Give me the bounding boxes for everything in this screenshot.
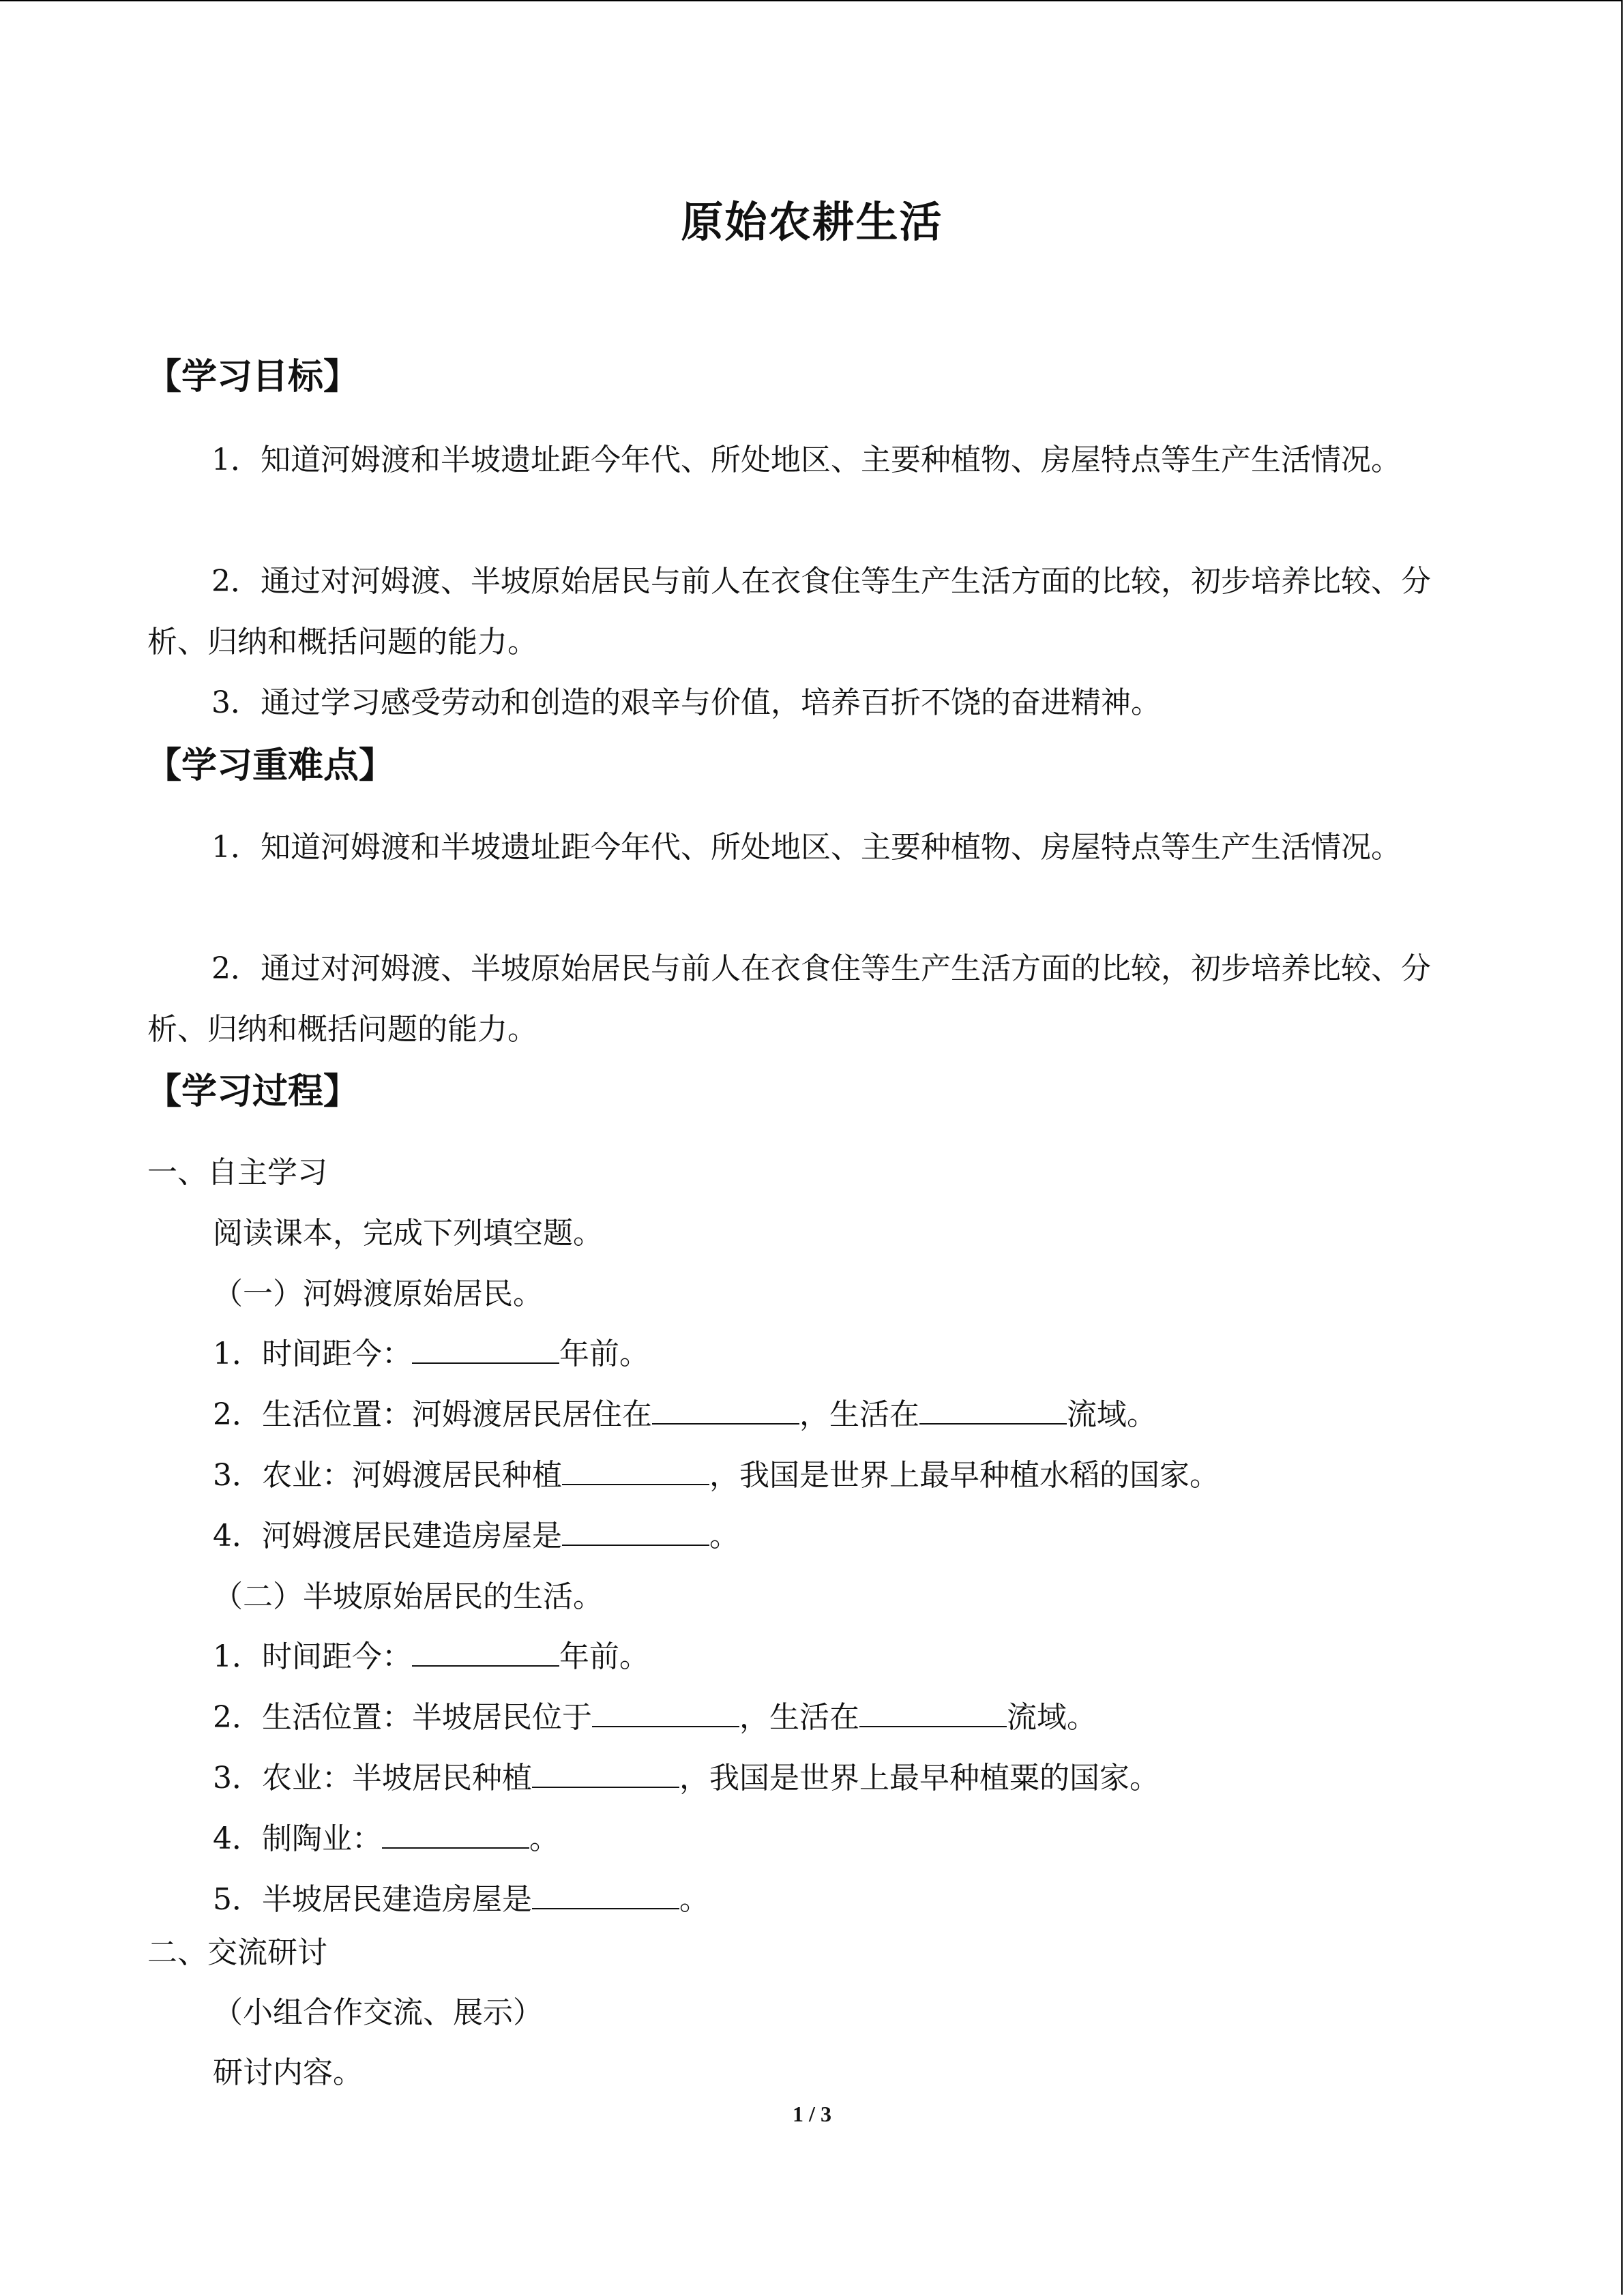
banpo-q1: 1．时间距今： 年前。 xyxy=(213,1639,649,1674)
part2-title: 二、交流研讨 xyxy=(147,1935,327,1970)
banpo-q2: 2．生活位置：半坡居民位于 ，生活在 流域。 xyxy=(213,1700,1097,1735)
hemudu-q2: 2．生活位置：河姆渡居民居住在 ，生活在 流域。 xyxy=(213,1397,1157,1432)
part1-title: 一、自主学习 xyxy=(147,1155,327,1190)
fill-blank[interactable] xyxy=(592,1701,739,1727)
page-title: 原始农耕生活 xyxy=(681,197,943,247)
part2-note: （小组合作交流、展示） xyxy=(213,1995,543,2030)
fill-blank[interactable] xyxy=(412,1641,559,1667)
banpo-subtitle: （二）半坡原始居民的生活。 xyxy=(213,1579,603,1614)
hemudu-q1: 1．时间距今： 年前。 xyxy=(213,1337,649,1371)
banpo-q5: 5．半坡居民建造房屋是 。 xyxy=(213,1882,709,1917)
process-heading: 【学习过程】 xyxy=(146,1071,359,1112)
key-points-heading: 【学习重难点】 xyxy=(146,745,395,786)
fill-blank[interactable] xyxy=(412,1338,559,1364)
objectives-heading: 【学习目标】 xyxy=(146,357,359,398)
fill-blank[interactable] xyxy=(562,1520,709,1546)
key-point-item: 1．知道河姆渡和半坡遗址距今年代、所处地区、主要种植物、房屋特点等生产生活情况。 xyxy=(211,830,1401,865)
objective-item: 3．通过学习感受劳动和创造的艰辛与价值，培养百折不饶的奋进精神。 xyxy=(211,685,1161,720)
part1-instruction: 阅读课本，完成下列填空题。 xyxy=(213,1216,603,1251)
hemudu-q3: 3．农业：河姆渡居民种植 ，我国是世界上最早种植水稻的国家。 xyxy=(213,1458,1220,1493)
fill-blank[interactable] xyxy=(859,1701,1007,1727)
fill-blank[interactable] xyxy=(919,1399,1067,1425)
objective-item: 1．知道河姆渡和半坡遗址距今年代、所处地区、主要种植物、房屋特点等生产生活情况。 xyxy=(211,443,1401,477)
hemudu-q4: 4．河姆渡居民建造房屋是 。 xyxy=(213,1519,739,1553)
objective-item: 2．通过对河姆渡、半坡原始居民与前人在衣食住等生产生活方面的比较，初步培养比较、分析、归纳和概括问题的能力。 xyxy=(147,564,1431,659)
banpo-q4: 4．制陶业： 。 xyxy=(213,1821,559,1856)
fill-blank[interactable] xyxy=(382,1823,529,1849)
part2-content: 研讨内容。 xyxy=(213,2055,363,2090)
hemudu-subtitle: （一）河姆渡原始居民。 xyxy=(213,1277,543,1311)
fill-blank[interactable] xyxy=(532,1762,679,1788)
fill-blank[interactable] xyxy=(562,1459,709,1485)
banpo-q3: 3．农业：半坡居民种植 ，我国是世界上最早种植粟的国家。 xyxy=(213,1761,1160,1795)
fill-blank[interactable] xyxy=(532,1883,679,1909)
fill-blank[interactable] xyxy=(652,1399,799,1425)
key-point-item: 2．通过对河姆渡、半坡原始居民与前人在衣食住等生产生活方面的比较，初步培养比较、分析、归纳和概括问题的能力。 xyxy=(147,951,1431,1047)
page-number: 1 / 3 xyxy=(793,2102,831,2126)
